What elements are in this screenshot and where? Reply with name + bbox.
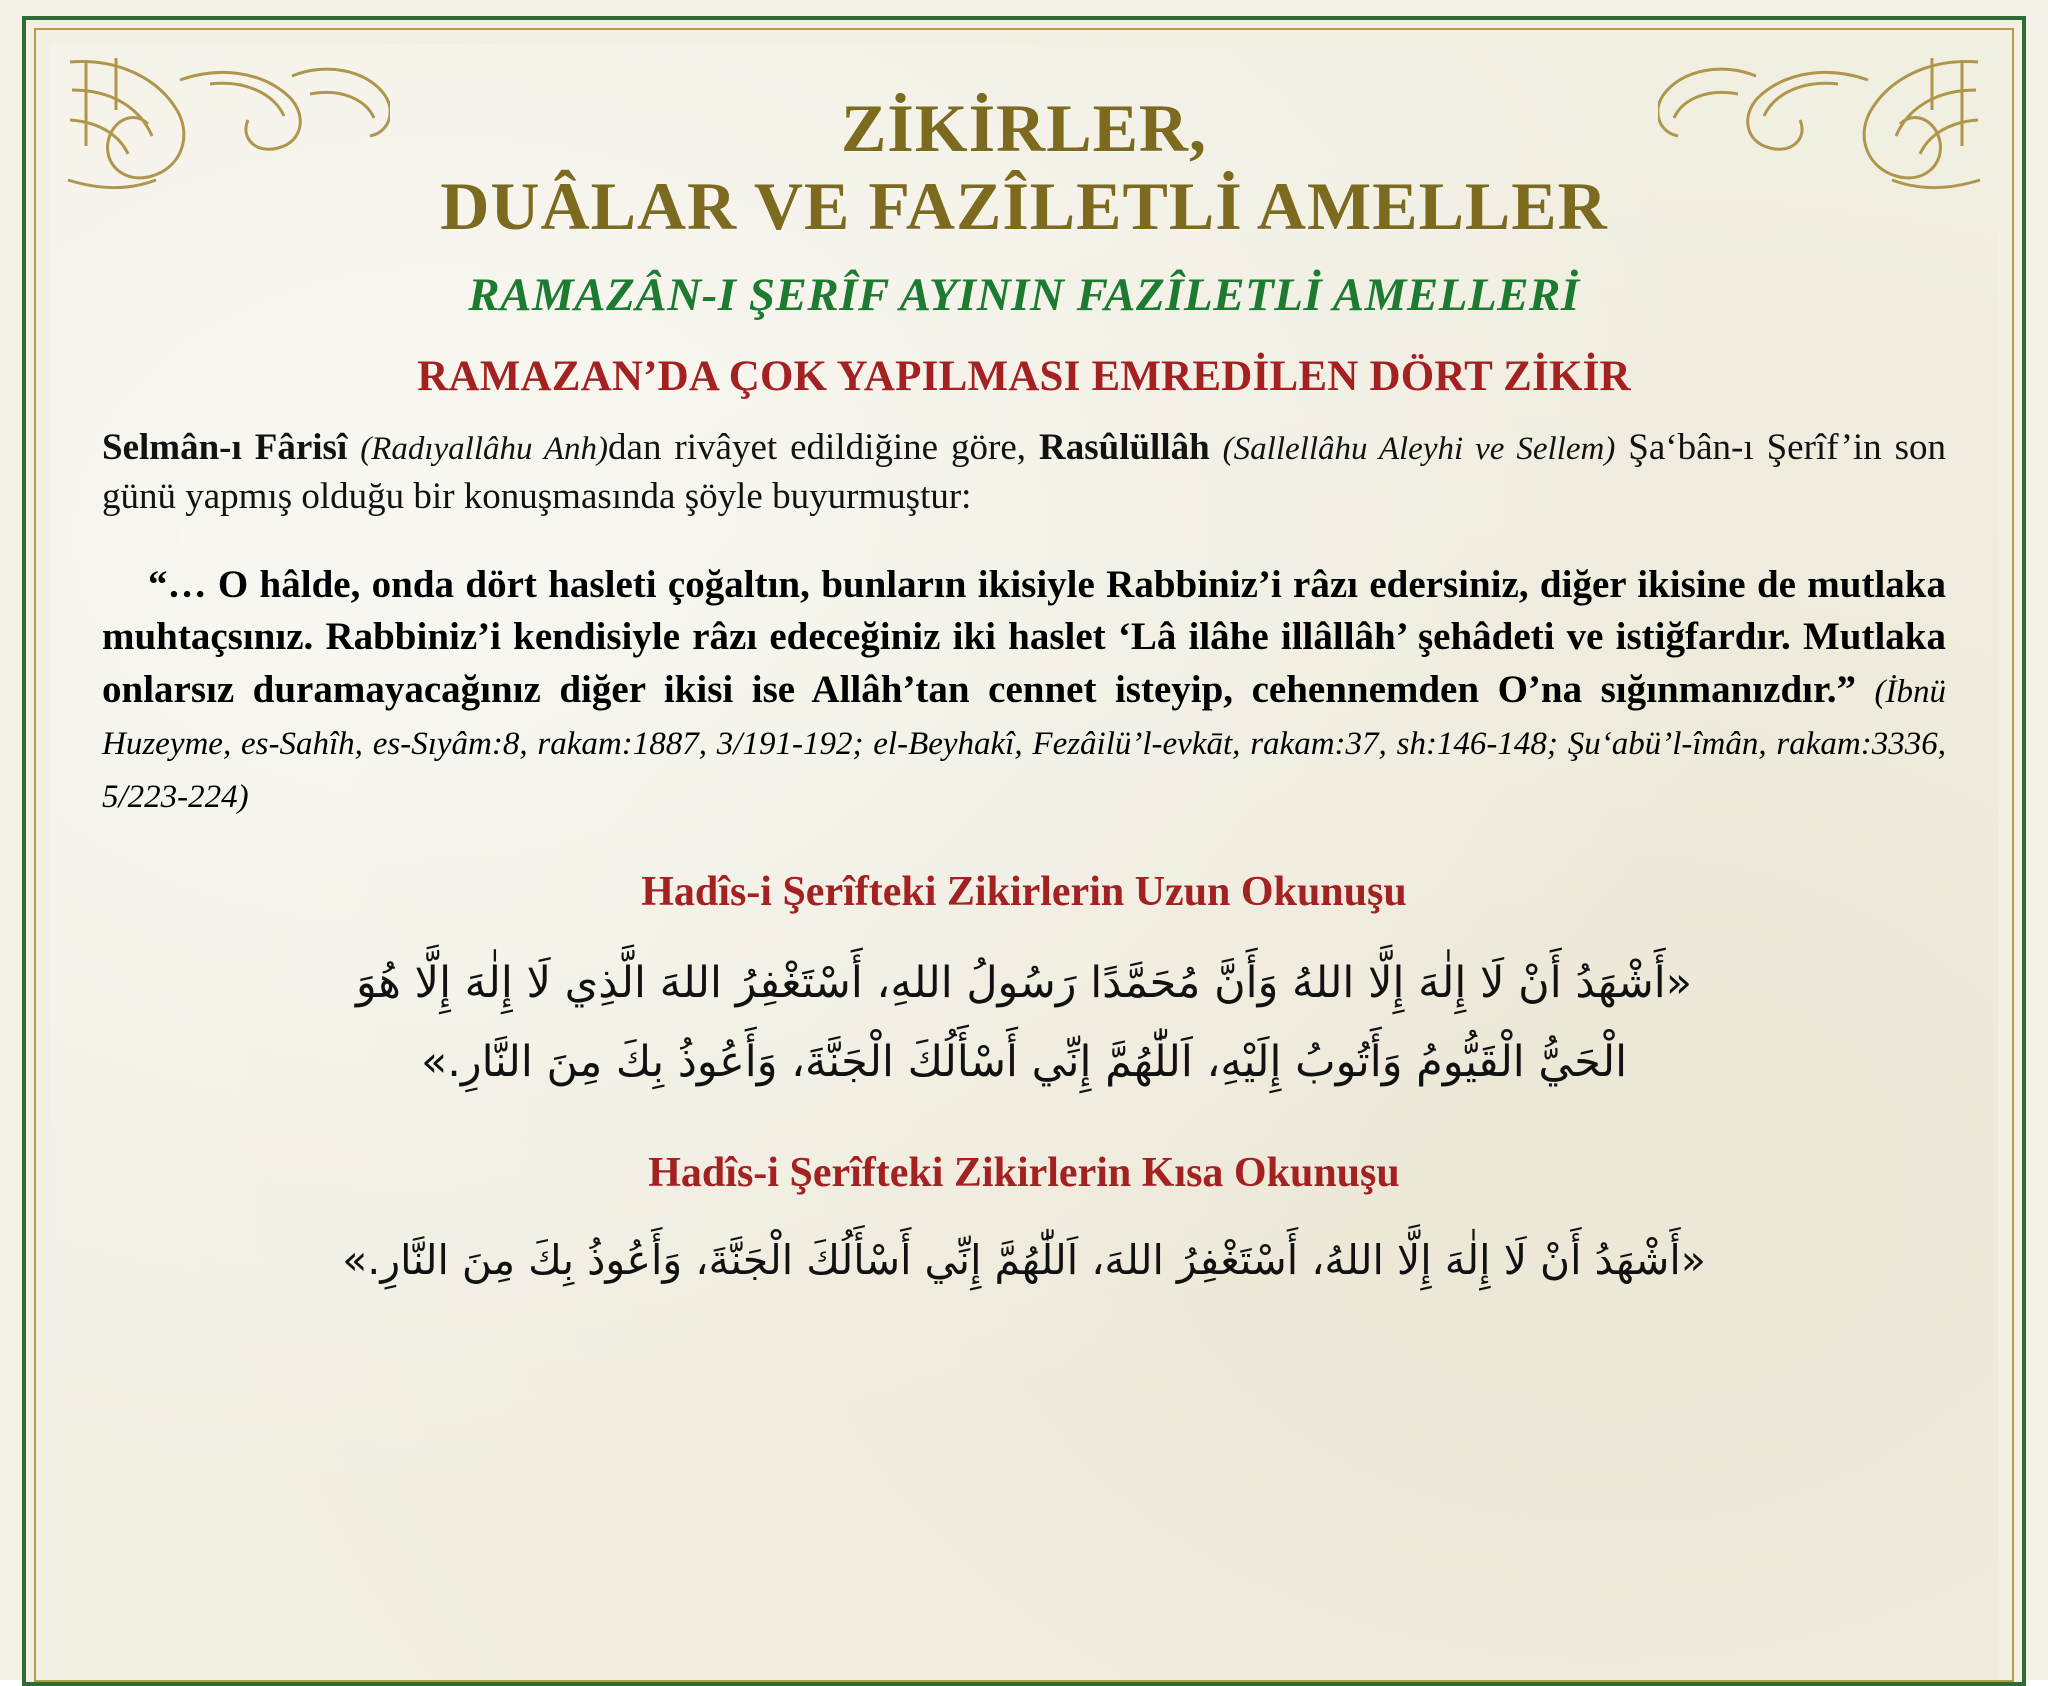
document-title-line-2: DUÂLAR VE FAZÎLETLİ AMELLER (440, 168, 1608, 245)
arabic-long-line-1: «أَشْهَدُ أَنْ لَا إِلٰهَ إِلَّا اللهُ وَأَنَّ مُحَمَّدًا رَسُولُ اللهِ، أَسْتَغْفِرُ اللهَ الَّذِي لَا إِلٰهَ إِلَّا هُوَ (355, 957, 1693, 1008)
narration-text-end: Şa‘bân-ı Şerîf’in son günü yapmış olduğu bir konuşmasında şöyle buyurmuştur: (102, 427, 1947, 518)
hadith-quote-text: “… O hâlde, onda dört hasleti çoğaltın, bunların ikisiyle Rabbiniz’i râzı edersiniz, diğer ikisine de mutlaka muhtaçsınız. Rabbiniz’i kendisiyle râzı edeceğiniz iki haslet ‘Lâ ilâhe illâllâh’ şehâdeti ve istiğfardır. Mutlaka onlarsız duramayacağınız diğer ikisi ise Allâh’tan cennet isteyip, cehennemden O’na sığınmanızdır.” (102, 562, 1946, 711)
arabic-long-line-2: الْحَيُّ الْقَيُّومُ وَأَتُوبُ إِلَيْهِ، اَللّٰهُمَّ إِنِّي أَسْأَلُكَ الْجَنَّةَ، وَأَعُوذُ بِكَ مِنَ النَّارِ.» (420, 1037, 1628, 1088)
narrator-honorific: (Radıyallâhu Anh) (360, 431, 609, 468)
document-content (50, 44, 1998, 1299)
narration-text-mid: dan rivâyet edildiğine göre, (608, 427, 1039, 469)
hadith-quote (102, 559, 1946, 822)
page-border-green (22, 16, 2026, 1686)
narration-paragraph (102, 423, 1946, 521)
section-heading-long: Hadîs-i Şerîfteki Zikirlerin Uzun Okunuşu (641, 868, 1407, 915)
arabic-short-line: «أَشْهَدُ أَنْ لَا إِلٰهَ إِلَّا اللهُ، أَسْتَغْفِرُ اللهَ، اَللّٰهُمَّ إِنِّي أَسْأَلُكَ الْجَنَّةَ، وَأَعُوذُ بِكَ مِنَ النَّارِ.» (342, 1235, 1706, 1284)
prophet-name: Rasûlüllâh (1039, 427, 1210, 469)
prophet-honorific: (Sallellâhu Aleyhi ve Sellem) (1222, 431, 1616, 468)
narrator-name: Selmân-ı Fârisî (102, 427, 348, 469)
hadith-source: (İbnü Huzeyme, es-Sahîh, es-Sıyâm:8, rakam:1887, 3/191-192; el-Beyhakî, Fezâilü’l-evkāt, rakam:37, sh:146-148; Şu‘abü’l-îmân, rakam:3336, 5/223-224) (102, 673, 1946, 816)
subtitle-green: RAMAZÂN-I ŞERÎF AYININ FAZÎLETLİ AMELLERİ (468, 269, 1580, 322)
document-title-line-1: ZİKİRLER, (840, 90, 1208, 166)
section-heading-short: Hadîs-i Şerîfteki Zikirlerin Kısa Okunuşu (648, 1149, 1400, 1196)
page-border-gold (34, 28, 2014, 1682)
subtitle-red: RAMAZAN’DA ÇOK YAPILMASI EMREDİLEN DÖRT ZİKİR (417, 353, 1631, 401)
page-paper (50, 44, 1998, 1680)
